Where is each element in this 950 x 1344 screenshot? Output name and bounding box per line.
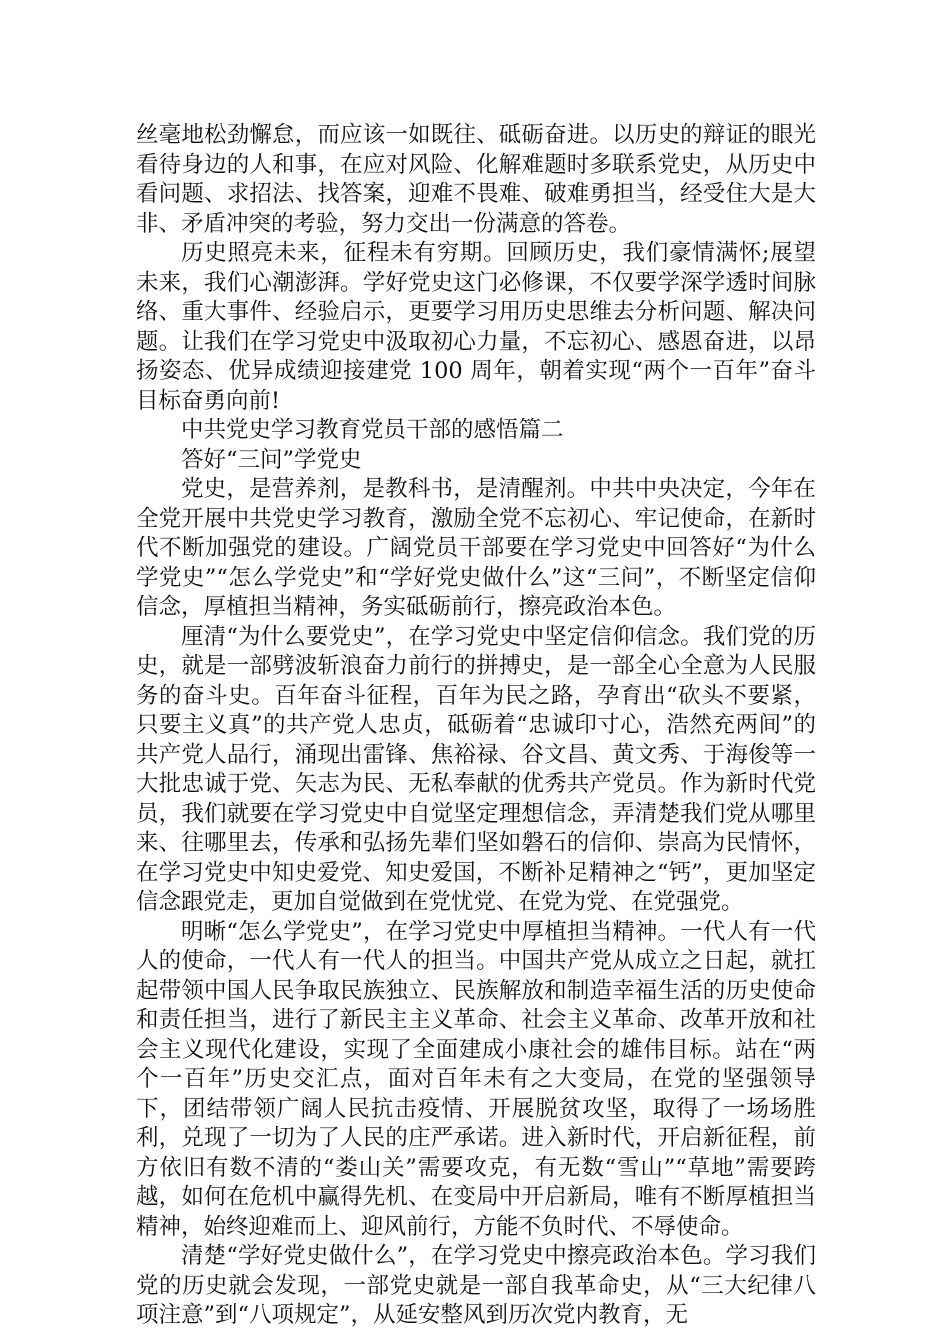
paragraph-how-learn: 明晰“怎么学党史”，在学习党史中厚植担当精神。一代人有一代人的使命，一代人有一代人的担当。中国共产党从成立之日起，就扛起带领中国人民争取民族独立、民族解放和制造幸福生活的历史使命和责任担当，进行了新民主主义革命、社会主义革命、改革开放和社会主义现代化建设，实现了全面建成小康社会的雄伟目标。站在“两个一百年”历史交汇点，面对百年未有之大变局，在党的坚强领导下，团结带领广阔人民抗击疫情、开展脱贫攻坚，取得了一场场胜利，兑现了一切为了人民的庄严承诺。进入新时代，开启新征程，前方依旧有数不清的“娄山关”需要攻克，有无数“雪山”“草地”需要跨越，如何在危机中赢得先机、在变局中开启新局，唯有不断厚植担当精神，始终迎难而上、迎风前行，方能不负时代、不辱使命。 [136, 918, 816, 1240]
paragraph-why-learn: 厘清“为什么要党史”，在学习党史中坚定信仰信念。我们党的历史，就是一部劈波斩浪奋力前行的拼搏史，是一部全心全意为人民服务的奋斗史。百年奋斗征程，百年为民之路，孕育出“砍头不要紧，只要主义真”的共产党人忠贞，砥砺着“忠诚印寸心，浩然充两间”的共产党人品行，涌现出雷锋、焦裕禄、谷文昌、黄文秀、于海俊等一大批忠诚于党、矢志为民、无私奉献的优秀共产党员。作为新时代党员，我们就要在学习党史中自觉坚定理想信念，弄清楚我们党从哪里来、往哪里去，传承和弘扬先辈们坚如磐石的信仰、崇高为民情怀，在学习党史中知史爱党、知史爱国，不断补足精神之“钙”，更加坚定信念跟党走，更加自觉做到在党忧党、在党为党、在党强党。 [136, 623, 816, 915]
document-body [136, 121, 816, 1331]
section-title: 中共党史学习教育党员干部的感悟篇二 [181, 417, 564, 443]
paragraph-what-to-do: 清楚“学好党史做什么”，在学习党史中擦亮政治本色。学习我们党的历史就会发现，一部党史就是一部自我革命史，从“三大纪律八项注意”到“八项规定”，从延安整风到历次党内教育，无 [136, 1243, 816, 1328]
paragraph-party-history-intro: 党史，是营养剂，是教科书，是清醒剂。中共中央决定，今年在全党开展中共党史学习教育，激励全党不忘初心、牢记使命，在新时代不断加强党的建设。广阔党员干部要在学习党史中回答好“为什么学党史”“怎么学党史”和“学好党史做什么”这“三问”，不断坚定信仰信念，厚植担当精神，务实砥砺前行，擦亮政治本色。 [136, 476, 816, 620]
section-subtitle: 答好“三问”学党史 [181, 446, 362, 473]
paragraph-continuation: 丝毫地松劲懈怠，而应该一如既往、砥砺奋进。以历史的辩证的眼光看待身边的人和事，在应对风险、化解难题时多联系党史，从历史中看问题、求招法、找答案，迎难不畏难、破难勇担当，经受住大是大非、矛盾冲突的考验，努力交出一份满意的答卷。 [136, 122, 816, 237]
paragraph-history-future: 历史照亮未来，征程未有穷期。回顾历史，我们豪情满怀;展望未来，我们心潮澎湃。学好党史这门必修课，不仅要学深学透时间脉络、重大事件、经验启示，更要学习用历史思维去分析问题、解决问题。让我们在学习党史中汲取初心力量，不忘初心、感恩奋进，以昂扬姿态、优异成绩迎接建党 100 周年，朝着实现“两个一百年”奋斗目标奋勇向前! [136, 240, 816, 414]
